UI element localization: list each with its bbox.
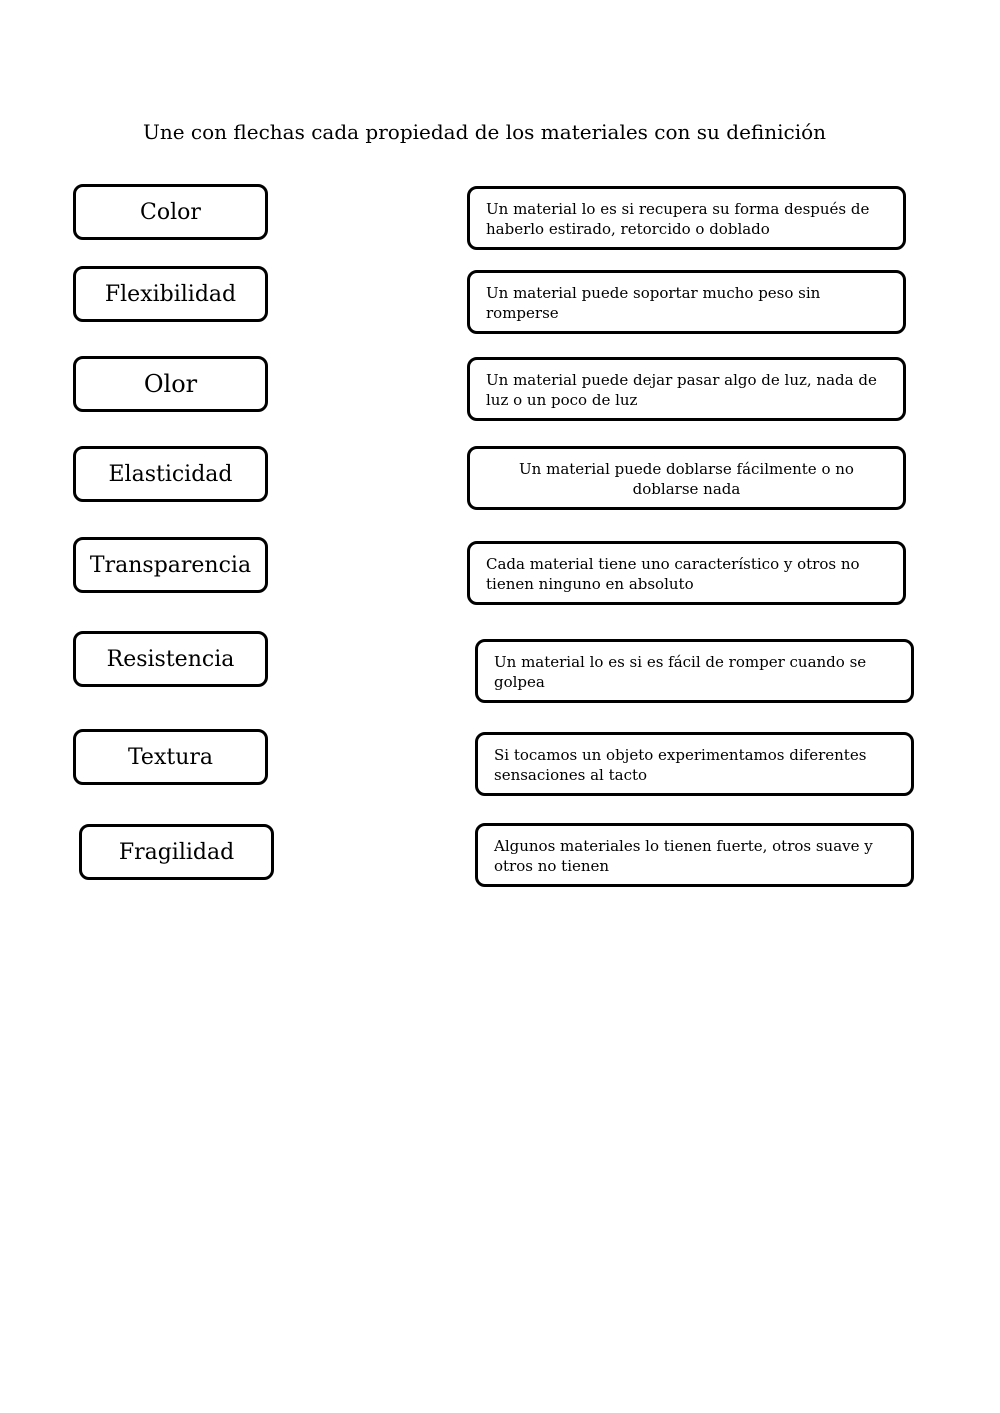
property-label: Flexibilidad bbox=[104, 281, 237, 307]
property-label: Transparencia bbox=[89, 552, 252, 578]
property-textura[interactable] bbox=[73, 729, 268, 785]
definition-text: Cada material tiene uno característico y otros no tienen ninguno en absoluto bbox=[486, 555, 860, 593]
definition-1[interactable] bbox=[467, 186, 906, 250]
property-olor[interactable] bbox=[73, 356, 268, 412]
definition-text: Un material puede dejar pasar algo de luz, nada de luz o un poco de luz bbox=[486, 371, 877, 409]
property-color[interactable] bbox=[73, 184, 268, 240]
definition-text: Algunos materiales lo tienen fuerte, otros suave y otros no tienen bbox=[494, 837, 873, 875]
definition-6[interactable] bbox=[475, 639, 914, 703]
property-fragilidad[interactable] bbox=[79, 824, 274, 880]
property-label: Resistencia bbox=[106, 646, 235, 672]
property-label: Color bbox=[140, 199, 201, 225]
property-label: Olor bbox=[143, 370, 198, 398]
definition-text: Si tocamos un objeto experimentamos diferentes sensaciones al tacto bbox=[494, 746, 867, 784]
definition-text: Un material puede soportar mucho peso sin romperse bbox=[486, 284, 821, 322]
property-resistencia[interactable] bbox=[73, 631, 268, 687]
definition-2[interactable] bbox=[467, 270, 906, 334]
property-label: Fragilidad bbox=[118, 839, 235, 865]
definition-5[interactable] bbox=[467, 541, 906, 605]
definition-4[interactable] bbox=[467, 446, 906, 510]
property-elasticidad[interactable] bbox=[73, 446, 268, 502]
definition-text: Un material lo es si es fácil de romper cuando se golpea bbox=[494, 653, 867, 691]
property-label: Elasticidad bbox=[108, 461, 233, 487]
property-transparencia[interactable] bbox=[73, 537, 268, 593]
worksheet-title: Une con flechas cada propiedad de los materiales con su definición bbox=[143, 120, 827, 144]
definition-text: Un material puede doblarse fácilmente o no doblarse nada bbox=[519, 460, 854, 498]
property-label: Textura bbox=[127, 744, 214, 770]
definition-7[interactable] bbox=[475, 732, 914, 796]
property-flexibilidad[interactable] bbox=[73, 266, 268, 322]
definition-text: Un material lo es si recupera su forma después de haberlo estirado, retorcido o doblado bbox=[486, 200, 870, 238]
definition-8[interactable] bbox=[475, 823, 914, 887]
definition-3[interactable] bbox=[467, 357, 906, 421]
